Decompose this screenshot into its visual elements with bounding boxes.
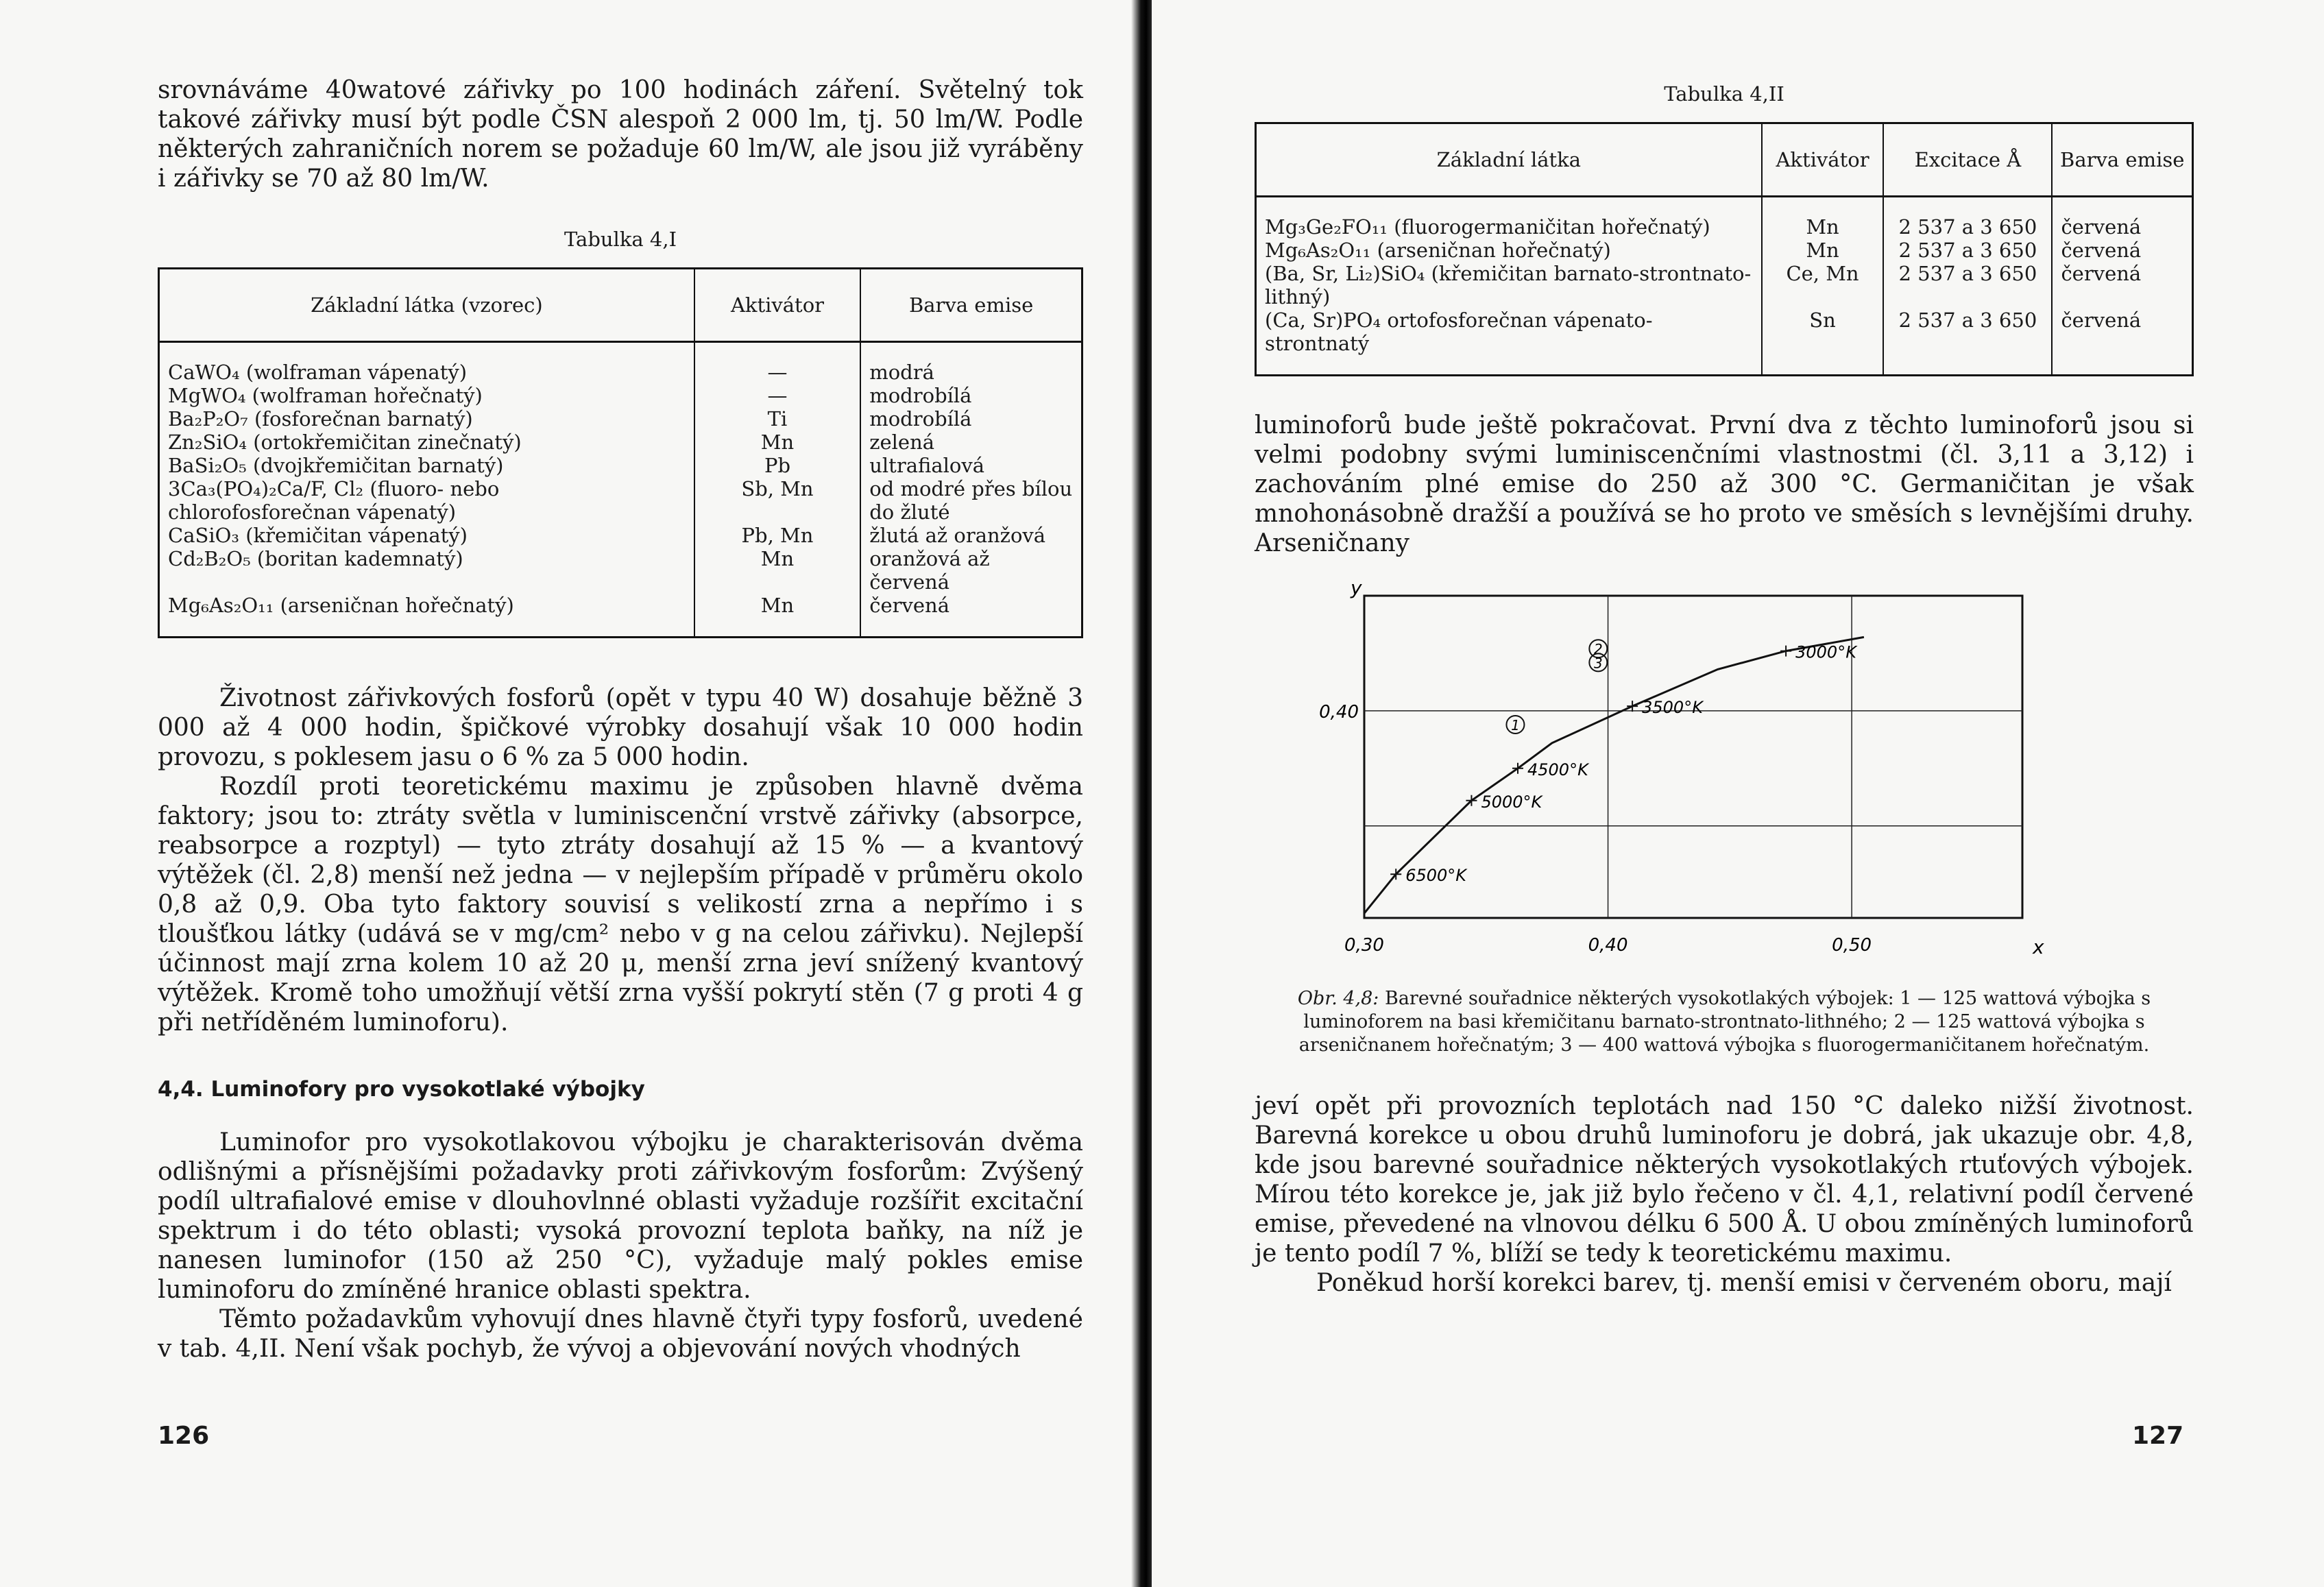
table-cell: Mn: [694, 431, 860, 454]
figure-caption: [1268, 987, 2180, 1057]
table-header-cell: Aktivátor: [1762, 123, 1884, 197]
chromaticity-chart: [1316, 579, 2084, 976]
table-header-cell: Barva emise: [860, 269, 1082, 342]
table-cell: 3Ca₃(PO₄)₂Ca/F, Cl₂ (fluoro- nebo chlorofosforečnan vápenatý): [168, 477, 500, 524]
table-row: [159, 477, 1082, 524]
table-header-cell: Základní látka (vzorec): [159, 269, 694, 342]
temperature-label: 5000°K: [1481, 792, 1542, 812]
table-cell: Sb, Mn: [694, 477, 860, 524]
x-tick-label: 0,30: [1344, 935, 1384, 956]
table-cell: červená: [860, 594, 1082, 638]
table-cell: (Ba, Sr, Li₂)SiO₄ (křemičitan barnato-strontnato-lithný): [1265, 262, 1752, 308]
lifetime-paragraph: Životnost zářivkových fosforů (opět v typu 40 W) dosahuje běžně 3 000 až 4 000 hodin, špičkové výrobky dosahují však 10 000 hodin provozu, s poklesem jasu o 6 % za 5 000 hodin.: [158, 684, 1083, 771]
final-paragraph: Poněkud horší korekci barev, tj. menší emisi v červeném oboru, mají: [1316, 1269, 2172, 1297]
table-cell: —: [694, 342, 860, 385]
table-cell: červená: [2052, 262, 2192, 308]
table-cell: 2 537 a 3 650: [1883, 197, 2052, 239]
table-cell: CaSiO₃ (křemičitan vápenatý): [168, 524, 468, 547]
figure-caption-text: Barevné souřadnice některých vysokotlakých výbojek: 1 — 125 wattová výbojka s luminoforem na basi křemičitanu barnato-strontnato-lithného; 2 — 125 wattová výbojka s arseničnanem hořečnatým; 3 — 400 wattová výbojka s fluorogermaničitanem hořečnatým.: [1298, 988, 2151, 1056]
luminophore-paragraph: luminoforů bude ještě pokračovat. První dva z těchto luminoforů jsou si velmi podobny svými luminiscenčními vlastnostmi (čl. 3,11 a 3,12) i zachováním plné emise do 250 až 300 °C. Germaničitan je však mnohonásobně dražší a používá se ho proto ve směsích s levnějšími druhy. Arseničnany: [1255, 411, 2194, 557]
table-cell: od modré přes bílou do žluté: [860, 477, 1082, 524]
table-row: [1256, 308, 2193, 376]
table-header-cell: Základní látka: [1256, 123, 1762, 197]
table-cell: oranžová až červená: [860, 547, 1082, 594]
table-4-2-caption: Tabulka 4,II: [1664, 82, 1784, 106]
table-cell: modrobílá: [860, 407, 1082, 431]
table-row: [159, 594, 1082, 638]
requirements-paragraph: Těmto požadavkům vyhovují dnes hlavně čtyři typy fosforů, uvedené v tab. 4,II. Není však pochyb, že vývoj a objevování nových vhodných: [158, 1305, 1083, 1363]
table-cell: červená: [2052, 197, 2192, 239]
lifetime-correction-paragraph: jeví opět při provozních teplotách nad 150 °C daleko nižší životnost. Barevná korekce u obou druhů luminoforu je dobrá, jak ukazuje obr. 4,8, kde jsou barevné souřadnice některých vysokotlakých rtuťových výbojek. Mírou této korekce je, jak již bylo řečeno v čl. 4,1, relativní podíl červené emise, převedené na vlnovou délku 6 500 Å. U obou zmíněných luminoforů je tento podíl 7 %, blíží se tedy k teoretickému maximu.: [1255, 1092, 2194, 1268]
table-row: [1256, 239, 2193, 262]
table-cell: Ce, Mn: [1762, 262, 1884, 308]
table-cell: Ba₂P₂O₇ (fosforečnan barnatý): [168, 407, 473, 431]
section-heading: 4,4. Luminofory pro vysokotlaké výbojky: [158, 1077, 645, 1102]
table-row: [159, 342, 1082, 385]
table-cell: zelená: [860, 431, 1082, 454]
table-cell: (Ca, Sr)PO₄ ortofosforečnan vápenato-strontnatý: [1265, 308, 1653, 355]
table-cell: Pb, Mn: [694, 524, 860, 547]
table-row: [159, 547, 1082, 594]
table-row: [159, 384, 1082, 407]
table-cell: Mn: [1762, 239, 1884, 262]
chromaticity-figure: [1316, 579, 2194, 979]
lamp-point-label: 2: [1593, 641, 1603, 658]
table-cell: CaWO₄ (wolframan vápenatý): [168, 361, 468, 384]
table-cell: MgWO₄ (wolframan hořečnatý): [168, 384, 483, 407]
y-axis-label: y: [1351, 579, 1362, 599]
table-cell: Mn: [694, 547, 860, 594]
table-cell: ultrafialová: [860, 454, 1082, 477]
temperature-marker: [1627, 701, 1638, 712]
table-cell: žlutá až oranžová: [860, 524, 1082, 547]
table-row: [159, 431, 1082, 454]
table-cell: Zn₂SiO₄ (ortokřemičitan zinečnatý): [168, 431, 522, 454]
table-header-cell: Excitace Å: [1883, 123, 2052, 197]
high-pressure-paragraph: Luminofor pro vysokotlakovou výbojku je charakterisován dvěma odlišnými a přísnějšími požadavky proti zářivkovým fosforům: Zvýšený podíl ultrafialové emise v dlouhovlnné oblasti vyžaduje rozšířit excitační spektrum i do této oblasti; vysoká provozní teplota baňky, na níž je nanesen luminofor (150 až 250 °C), vyžaduje malý pokles emise luminoforu do zmíněné hranice oblasti spektra.: [158, 1128, 1083, 1304]
table-cell: Ti: [694, 407, 860, 431]
table-cell: BaSi₂O₅ (dvojkřemičitan barnatý): [168, 454, 504, 477]
table-row: [159, 407, 1082, 431]
temperature-label: 4500°K: [1527, 760, 1588, 779]
table-cell: modrá: [860, 342, 1082, 385]
table-cell: Mn: [694, 594, 860, 638]
table-cell: 2 537 a 3 650: [1883, 239, 2052, 262]
table-cell: červená: [2052, 308, 2192, 376]
lamp-point-label: 3: [1593, 655, 1603, 672]
left-page: [0, 0, 1138, 1587]
table-cell: 2 537 a 3 650: [1883, 308, 2052, 376]
table-cell: Mn: [1762, 197, 1884, 239]
table-cell: 2 537 a 3 650: [1883, 262, 2052, 308]
table-cell: Mg₃Ge₂FO₁₁ (fluorogermaničitan hořečnatý): [1265, 215, 1710, 239]
table-header-cell: Aktivátor: [694, 269, 860, 342]
table-row: [1256, 262, 2193, 308]
temperature-marker: [1780, 646, 1791, 657]
table-row: [159, 454, 1082, 477]
temperature-label: 3500°K: [1642, 698, 1703, 718]
lamp-point-label: 1: [1511, 717, 1520, 734]
table-row: [159, 524, 1082, 547]
table-row: [1256, 197, 2193, 239]
x-tick-label: 0,50: [1832, 935, 1872, 956]
table-4-1: [158, 267, 1083, 638]
table-cell: modrobílá: [860, 384, 1082, 407]
table-cell: Mg₆As₂O₁₁ (arseničnan hořečnatý): [168, 594, 514, 617]
temperature-label: 3000°K: [1795, 642, 1856, 662]
table-cell: Pb: [694, 454, 860, 477]
table-cell: červená: [2052, 239, 2192, 262]
table-4-1-caption: Tabulka 4,I: [564, 228, 677, 251]
efficiency-paragraph: Rozdíl proti teoretickému maximu je způsoben hlavně dvěma faktory; jsou to: ztráty světla v luminiscenční vrstvě zářivky (absorpce, reabsorpce a rozptyl) — tyto ztráty dosahují až 15 % — a kvantový výtěžek (čl. 2,8) menší než jedna — v nejlepším případě v průměru okolo 0,8 až 0,9. Oba tyto faktory souvisí s velikostí zrna a nepřímo i s tloušťkou látky (udává se v mg/cm² nebo v g na celou zářivku). Nejlepší účinnost mají zrna kolem 10 až 20 μ, menší zrna jeví snížený kvantový výtěžek. Kromě toho umožňují větší zrna vyšší pokrytí stěn (7 g proti 4 g při netříděném luminoforu).: [158, 773, 1083, 1037]
intro-paragraph: srovnáváme 40watové zářivky po 100 hodinách záření. Světelný tok takové zářivky musí být podle ČSN alespoň 2 000 lm, tj. 50 lm/W. Podle některých zahraničních norem se požaduje 60 lm/W, ale jsou již vyráběny i zářivky se 70 až 80 lm/W.: [158, 76, 1083, 193]
table-cell: Sn: [1762, 308, 1884, 376]
x-axis-label: x: [2033, 936, 2044, 958]
table-cell: —: [694, 384, 860, 407]
right-page: [1152, 0, 2324, 1587]
page-number-right: 127: [2132, 1422, 2184, 1450]
figure-caption-label: Obr. 4,8:: [1297, 988, 1379, 1009]
page-number-left: 126: [158, 1422, 210, 1450]
table-header-cell: Barva emise: [2052, 123, 2192, 197]
table-4-2: [1255, 122, 2194, 376]
table-cell: Mg₆As₂O₁₁ (arseničnan hořečnatý): [1265, 239, 1611, 262]
x-tick-label: 0,40: [1588, 935, 1628, 956]
table-cell: Cd₂B₂O₅ (boritan kademnatý): [168, 547, 463, 570]
temperature-label: 6500°K: [1405, 866, 1467, 886]
y-tick-label: 0,40: [1319, 701, 1359, 723]
